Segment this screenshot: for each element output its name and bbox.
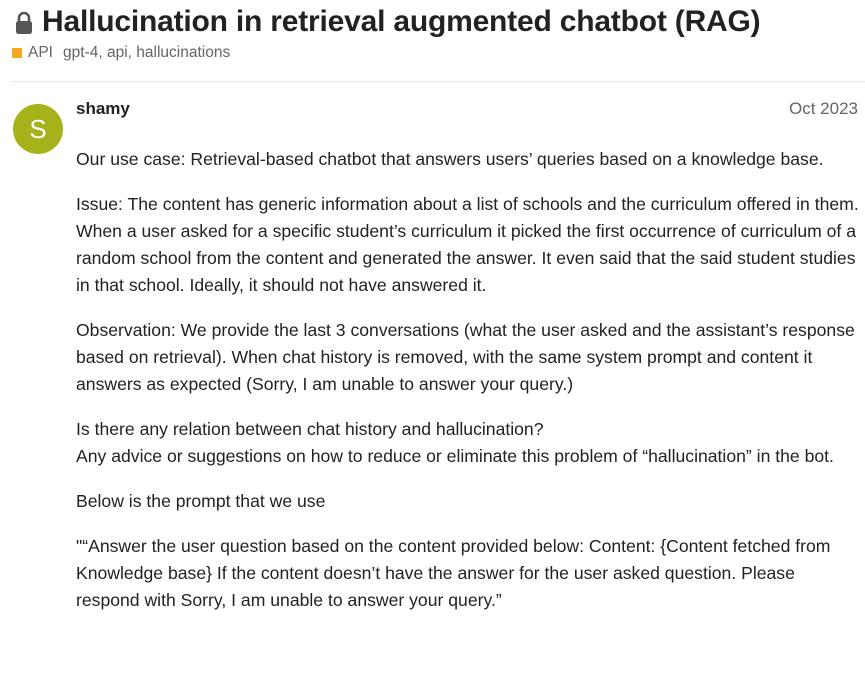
tag-gpt-4[interactable]: gpt-4	[62, 44, 99, 61]
topic-meta	[12, 42, 230, 64]
topic-title[interactable]: Hallucination in retrieval augmented chatbot (RAG)	[42, 5, 761, 38]
post-username[interactable]: shamy	[76, 99, 130, 118]
tag-separator: ,	[98, 44, 107, 61]
tag-separator: ,	[127, 44, 137, 61]
post-paragraph: Below is the prompt that we use	[76, 491, 326, 511]
post-paragraph: Observation: We provide the last 3 conversations (what the user asked and the assistant’s response based on retrieval). When chat history is removed, with the same system prompt and content it answers as expected (Sorry, I am unable to answer your query.)	[76, 320, 855, 394]
title-row	[14, 2, 760, 42]
post-paragraph: Our use case: Retrieval-based chatbot that answers users’ queries based on a knowledge base.	[76, 149, 824, 169]
category-link[interactable]: API	[28, 44, 53, 61]
tag-api[interactable]: api	[106, 44, 128, 61]
post-date[interactable]: Oct 2023	[789, 99, 858, 118]
post-body	[76, 146, 862, 632]
tag-hallucinations[interactable]: hallucinations	[136, 44, 231, 61]
category-color-badge	[12, 48, 22, 58]
post-paragraph: Is there any relation between chat history and hallucination?	[76, 419, 544, 439]
post-paragraph: "“Answer the user question based on the content provided below: Content: {Content fetched from Knowledge base} If the content doesn’t have the answer for the user asked question. Please respond with Sorry, I am unable to answer your query.”	[76, 536, 831, 610]
tag-list	[63, 44, 230, 62]
header-divider	[10, 81, 865, 82]
post-paragraph: Any advice or suggestions on how to reduce or eliminate this problem of “hallucination” in the bot.	[76, 446, 834, 466]
avatar[interactable]: S	[13, 104, 63, 154]
post-paragraph: Issue: The content has generic information about a list of schools and the curriculum offered in them. When a user asked for a specific student’s curriculum it picked the first occurrence of curriculum of a random school from the content and generated the answer. It even said that the said student studies in that school. Ideally, it should not have answered it.	[76, 194, 859, 295]
lock-icon	[14, 11, 34, 35]
